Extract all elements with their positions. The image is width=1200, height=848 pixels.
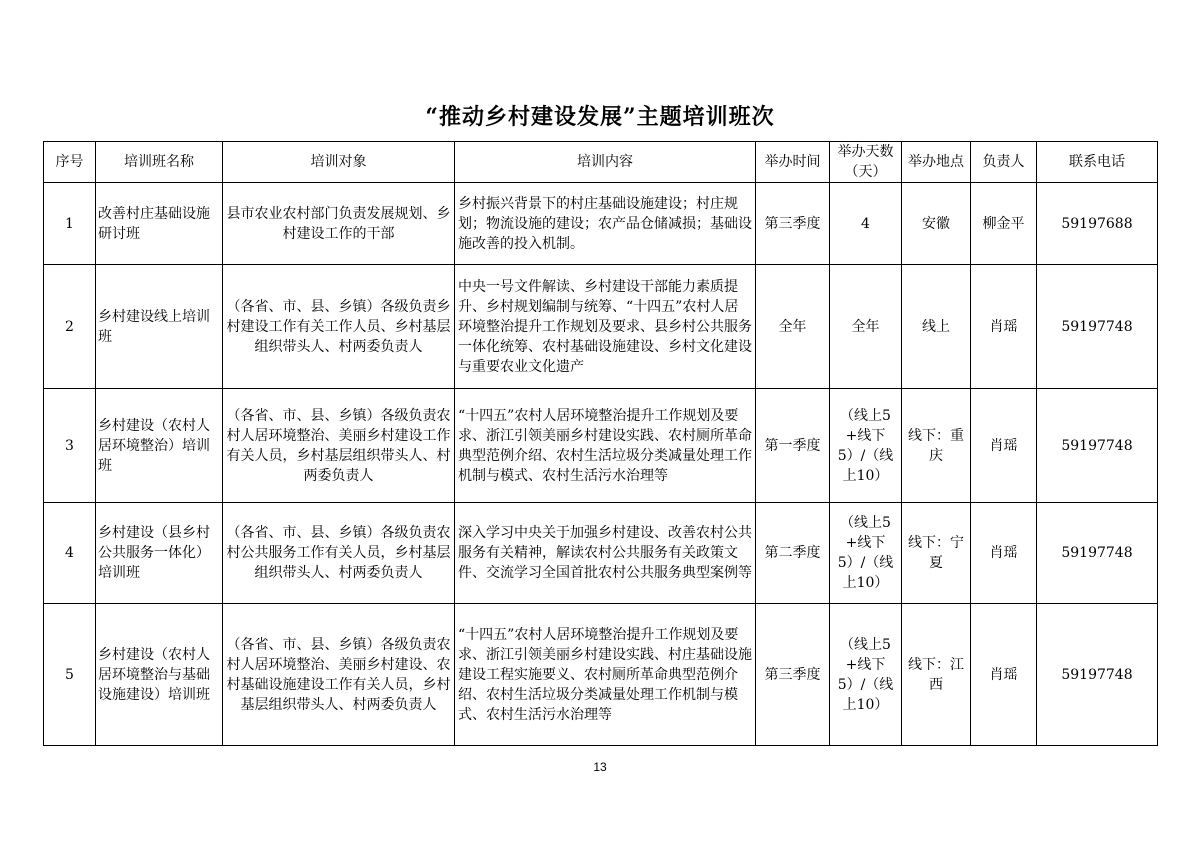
cell-name: 乡村建设（农村人居环境整治与基础设施建设）培训班: [96, 604, 223, 746]
cell-name: 乡村建设（县乡村公共服务一体化）培训班: [96, 503, 223, 604]
cell-no: 5: [44, 604, 96, 746]
cell-location: 线上: [902, 265, 971, 389]
cell-time: 第三季度: [756, 183, 830, 265]
table-row: [44, 183, 1158, 265]
cell-content: “十四五”农村人居环境整治提升工作规划及要求、浙江引领美丽乡村建设实践、农村厕所革命典型范例介绍、农村生活垃圾分类减量处理工作机制与模式、农村生活污水治理等: [455, 389, 756, 503]
cell-time: 第三季度: [756, 604, 830, 746]
table-header-row: [44, 142, 1158, 183]
cell-owner: 柳金平: [971, 183, 1037, 265]
header-content: 培训内容: [455, 142, 756, 183]
cell-location: 线下：江西: [902, 604, 971, 746]
cell-target: （各省、市、县、乡镇）各级负责农村公共服务工作有关人员，乡村基层组织带头人、村两委负责人: [223, 503, 455, 604]
table-row: [44, 503, 1158, 604]
cell-days: （线上5+线下5）/（线上10）: [830, 389, 902, 503]
cell-content: 中央一号文件解读、乡村建设干部能力素质提升、乡村规划编制与统筹、“十四五”农村人居环境整治提升工作规划及要求、县乡村公共服务一体化统筹、农村基础设施建设、乡村文化建设与重要农业文化遗产: [455, 265, 756, 389]
page-title: “推动乡村建设发展”主题培训班次: [425, 104, 775, 130]
header-owner: 负责人: [971, 142, 1037, 183]
header-target: 培训对象: [223, 142, 455, 183]
cell-phone: 59197748: [1037, 265, 1158, 389]
cell-location: 线下：重庆: [902, 389, 971, 503]
cell-target: （各省、市、县、乡镇）各级负责农村人居环境整治、美丽乡村建设工作有关人员，乡村基层组织带头人、村两委负责人: [223, 389, 455, 503]
cell-no: 1: [44, 183, 96, 265]
header-time: 举办时间: [756, 142, 830, 183]
cell-target: （各省、市、县、乡镇）各级负责乡村建设工作有关工作人员、乡村基层组织带头人、村两委负责人: [223, 265, 455, 389]
cell-owner: 肖瑶: [971, 389, 1037, 503]
header-name: 培训班名称: [96, 142, 223, 183]
table-row: [44, 604, 1158, 746]
cell-no: 2: [44, 265, 96, 389]
cell-days: （线上5+线下5）/（线上10）: [830, 503, 902, 604]
cell-location: 线下：宁夏: [902, 503, 971, 604]
header-no: 序号: [44, 142, 96, 183]
cell-phone: 59197748: [1037, 389, 1158, 503]
header-phone: 联系电话: [1037, 142, 1158, 183]
cell-name: 乡村建设线上培训班: [96, 265, 223, 389]
cell-target: 县市农业农村部门负责发展规划、乡村建设工作的干部: [223, 183, 455, 265]
cell-content: 深入学习中央关于加强乡村建设、改善农村公共服务有关精神，解读农村公共服务有关政策文件、交流学习全国首批农村公共服务典型案例等: [455, 503, 756, 604]
cell-phone: 59197748: [1037, 503, 1158, 604]
cell-days: 全年: [830, 265, 902, 389]
cell-target: （各省、市、县、乡镇）各级负责农村人居环境整治、美丽乡村建设、农村基础设施建设工作有关人员，乡村基层组织带头人、村两委负责人: [223, 604, 455, 746]
header-location: 举办地点: [902, 142, 971, 183]
cell-no: 3: [44, 389, 96, 503]
cell-owner: 肖瑶: [971, 503, 1037, 604]
cell-time: 全年: [756, 265, 830, 389]
cell-name: 乡村建设（农村人居环境整治）培训班: [96, 389, 223, 503]
training-schedule-table: [43, 141, 1158, 746]
page-number: 13: [593, 760, 607, 774]
cell-location: 安徽: [902, 183, 971, 265]
cell-phone: 59197688: [1037, 183, 1158, 265]
table-row: [44, 389, 1158, 503]
cell-no: 4: [44, 503, 96, 604]
cell-days: （线上5+线下5）/（线上10）: [830, 604, 902, 746]
cell-owner: 肖瑶: [971, 265, 1037, 389]
cell-owner: 肖瑶: [971, 604, 1037, 746]
cell-time: 第二季度: [756, 503, 830, 604]
table-row: [44, 265, 1158, 389]
cell-time: 第一季度: [756, 389, 830, 503]
header-days: 举办天数（天）: [830, 142, 902, 183]
cell-content: 乡村振兴背景下的村庄基础设施建设；村庄规划；物流设施的建设；农产品仓储减损；基础设施改善的投入机制。: [455, 183, 756, 265]
cell-name: 改善村庄基础设施研讨班: [96, 183, 223, 265]
cell-content: “十四五”农村人居环境整治提升工作规划及要求、浙江引领美丽乡村建设实践、村庄基础设施建设工程实施要义、农村厕所革命典型范例介绍、农村生活垃圾分类减量处理工作机制与模式、农村生活污水治理等: [455, 604, 756, 746]
cell-days: 4: [830, 183, 902, 265]
cell-phone: 59197748: [1037, 604, 1158, 746]
